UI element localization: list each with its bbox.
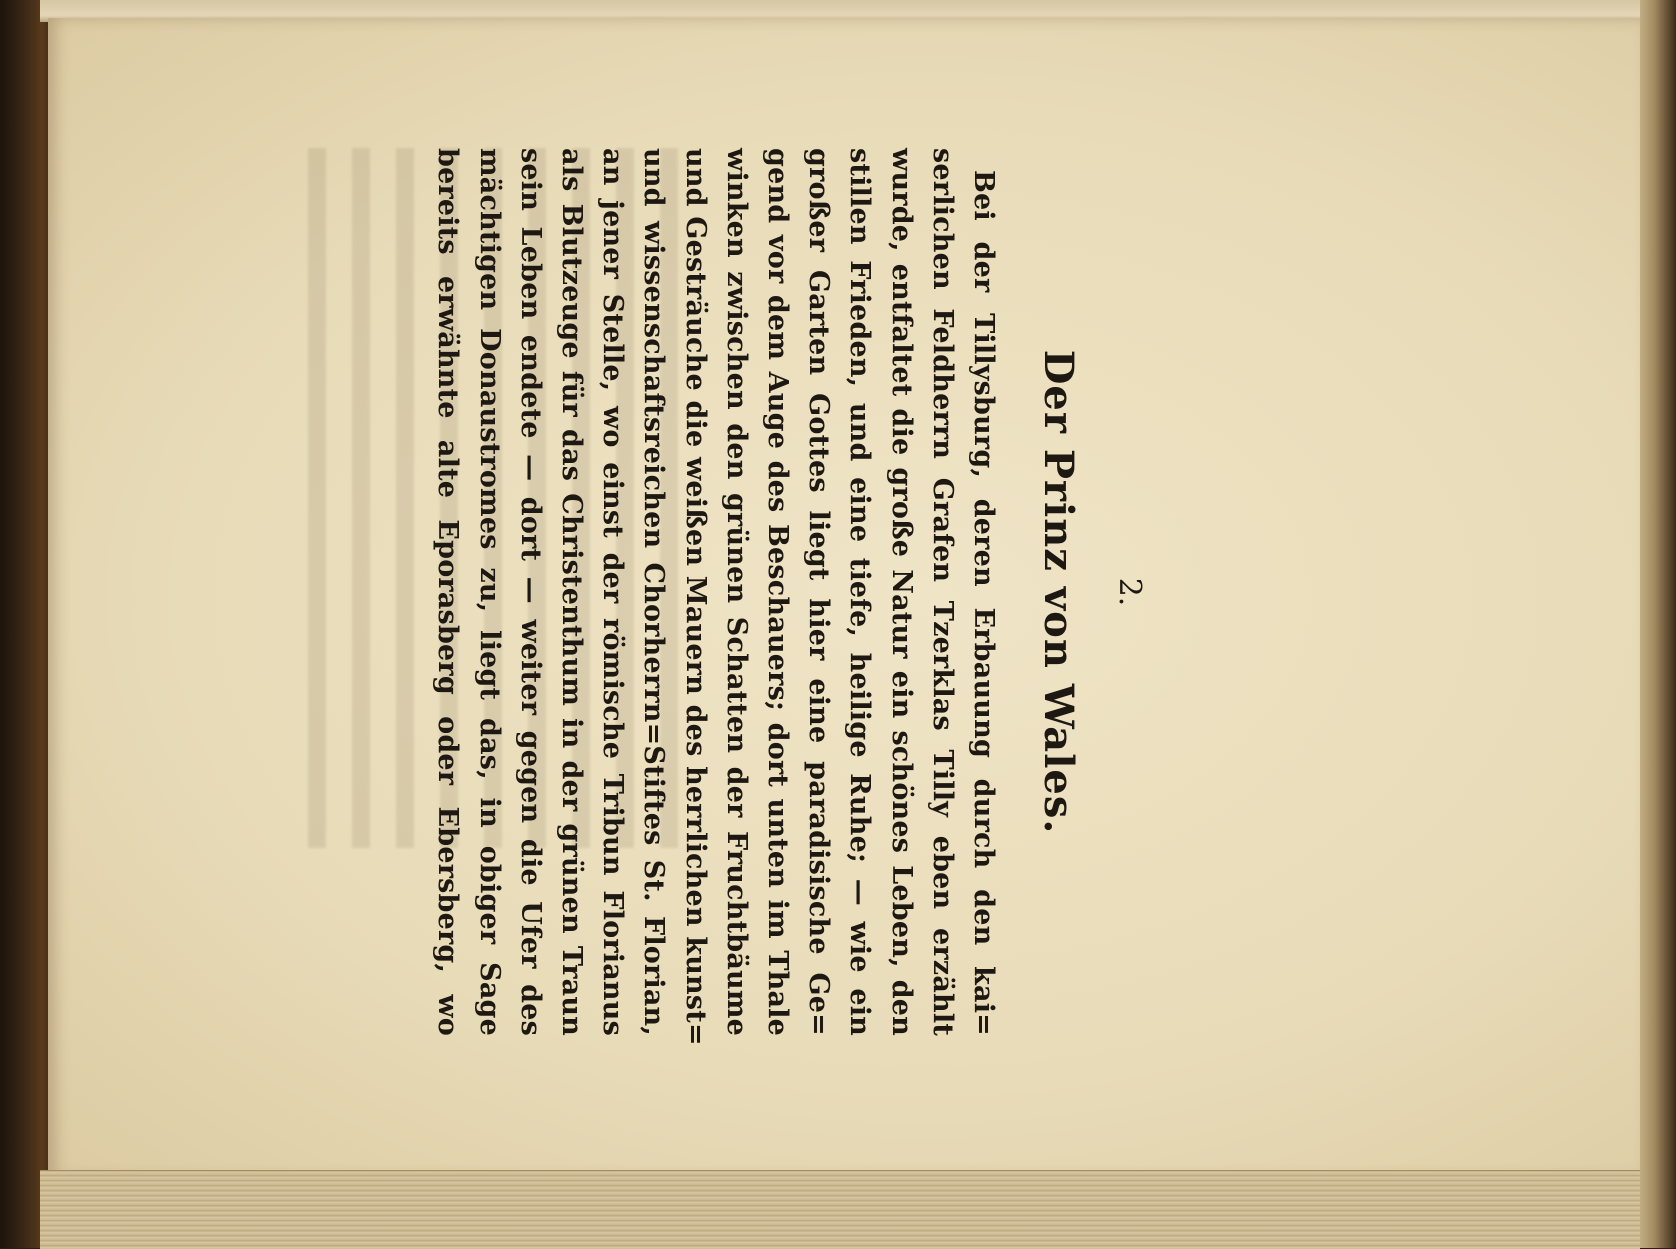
text-line: winken zwischen den grünen Schatten der Fruchtbäume bbox=[720, 148, 752, 1036]
chapter-title: Der Prinz von Wales. bbox=[1035, 349, 1082, 835]
page-block-edges bbox=[40, 1170, 1640, 1249]
text-line: an jener Stelle, wo einst der römische Tribun Florianus bbox=[597, 148, 629, 1036]
text-line: als Blutzeuge für das Christenthum in der grünen Traun bbox=[555, 148, 587, 1036]
text-line: gend vor dem Auge des Beschauers; dort unten im Thale bbox=[761, 148, 793, 1036]
text-line: großer Garten Gottes liegt hier eine paradisische Ge= bbox=[803, 148, 835, 1036]
text-line: und wissenschaftsreichen Chorherrn=Stiftes St. Florian, bbox=[638, 148, 670, 1036]
text-line: serlichen Feldherrn Grafen Tzerklas Tilly eben erzählt bbox=[926, 148, 958, 1036]
text-line: sein Leben endete — dort — weiter gegen die Ufer des bbox=[514, 148, 546, 1036]
text-line: mächtigen Donaustromes zu, liegt das, in obiger Sage bbox=[473, 148, 505, 1036]
right-page-edges bbox=[1640, 0, 1676, 1248]
text-line: und Gesträuche die weißen Mauern des herrlichen kunst= bbox=[679, 148, 711, 1046]
text-line: Bei der Tillysburg, deren Erbauung durch den kai= bbox=[968, 170, 999, 1036]
chapter-number: 2. bbox=[1112, 577, 1147, 607]
text-line: stillen Frieden, und eine tiefe, heilige Ruhe; — wie ein bbox=[844, 148, 876, 1036]
text-line: wurde, entfaltet die große Natur ein schönes Leben, den bbox=[885, 148, 917, 1036]
text-line: bereits erwähnte alte Eporasberg oder Ebersberg, wo bbox=[432, 148, 464, 1036]
page-text-block bbox=[432, 148, 1148, 1046]
